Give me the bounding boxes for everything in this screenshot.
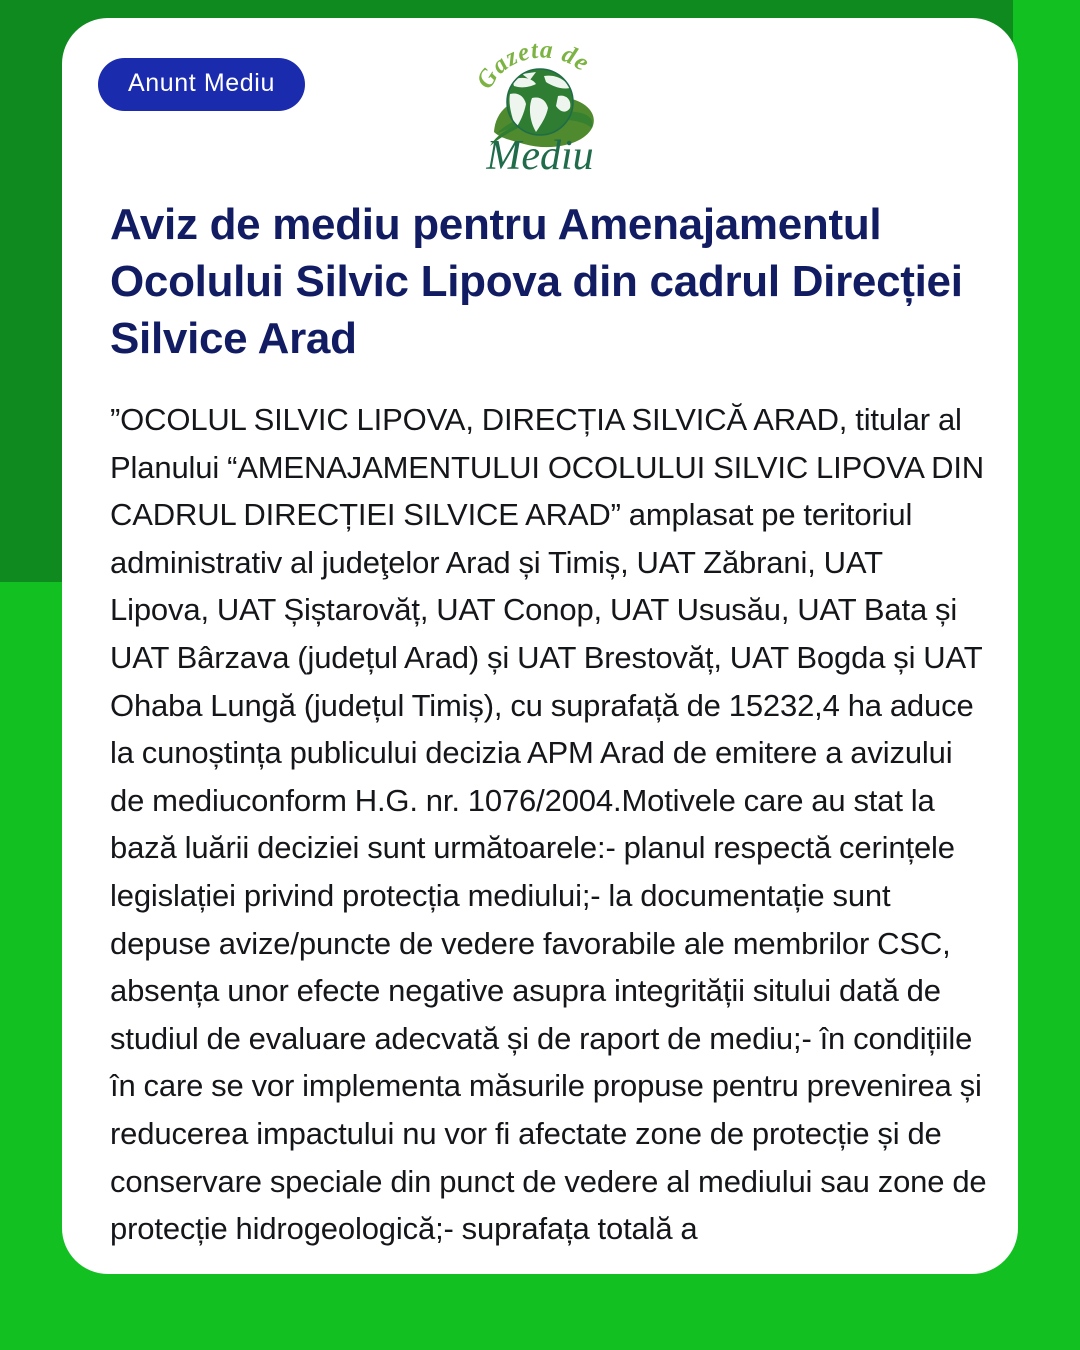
article-body: ”OCOLUL SILVIC LIPOVA, DIRECȚIA SILVICĂ ARAD, titular al Planului “AMENAJAMENTULUI OCOLULUI SILVIC LIPOVA DIN CADRUL DIRECȚIEI SILVICE ARAD” amplasat pe teritoriul administrativ al judeţelor Arad și Timiș, UAT Zăbrani, UAT Lipova, UAT Șiștarovăț, UAT Conop, UAT Ususău, UAT Bata și UAT Bârzava (județul Arad) și UAT Brestovăț, UAT Bogda și UAT Ohaba Lungă (județul Timiș), cu suprafață de 15232,4 ha aduce la cunoștința publicului decizia APM Arad de emitere a avizului de mediuconform H.G. nr. 1076/2004.Motivele care au stat la bază luării deciziei sunt următoarele:- planul respectă cerințele legislației privind protecția mediului;- la documentație sunt depuse avize/puncte de vedere favorabile ale membrilor CSC, absența unor efecte negative asupra integrității sitului dată de studiul de evaluare adecvată și de raport de mediu;- în condițiile în care se vor implementa măsurile propuse pentru prevenirea și reducerea impactului nu vor fi afectate zone de protecție și de conservare speciale din punct de vedere al mediului sau zone de protecție hidrogeologică;- suprafața totală a bbox=[110, 402, 987, 1247]
gazeta-de-mediu-logo bbox=[466, 36, 616, 176]
svg-text:Mediu: Mediu bbox=[486, 133, 594, 176]
svg-text:Gazeta de: Gazeta de bbox=[471, 36, 595, 94]
page-title: Aviz de mediu pentru Amenajamentul Ocolului Silvic Lipova din cadrul Direcției Silvice Arad bbox=[110, 200, 963, 363]
card-content bbox=[62, 18, 1018, 1273]
category-badge[interactable]: Anunt Mediu bbox=[98, 58, 305, 111]
card-header bbox=[62, 18, 1018, 178]
